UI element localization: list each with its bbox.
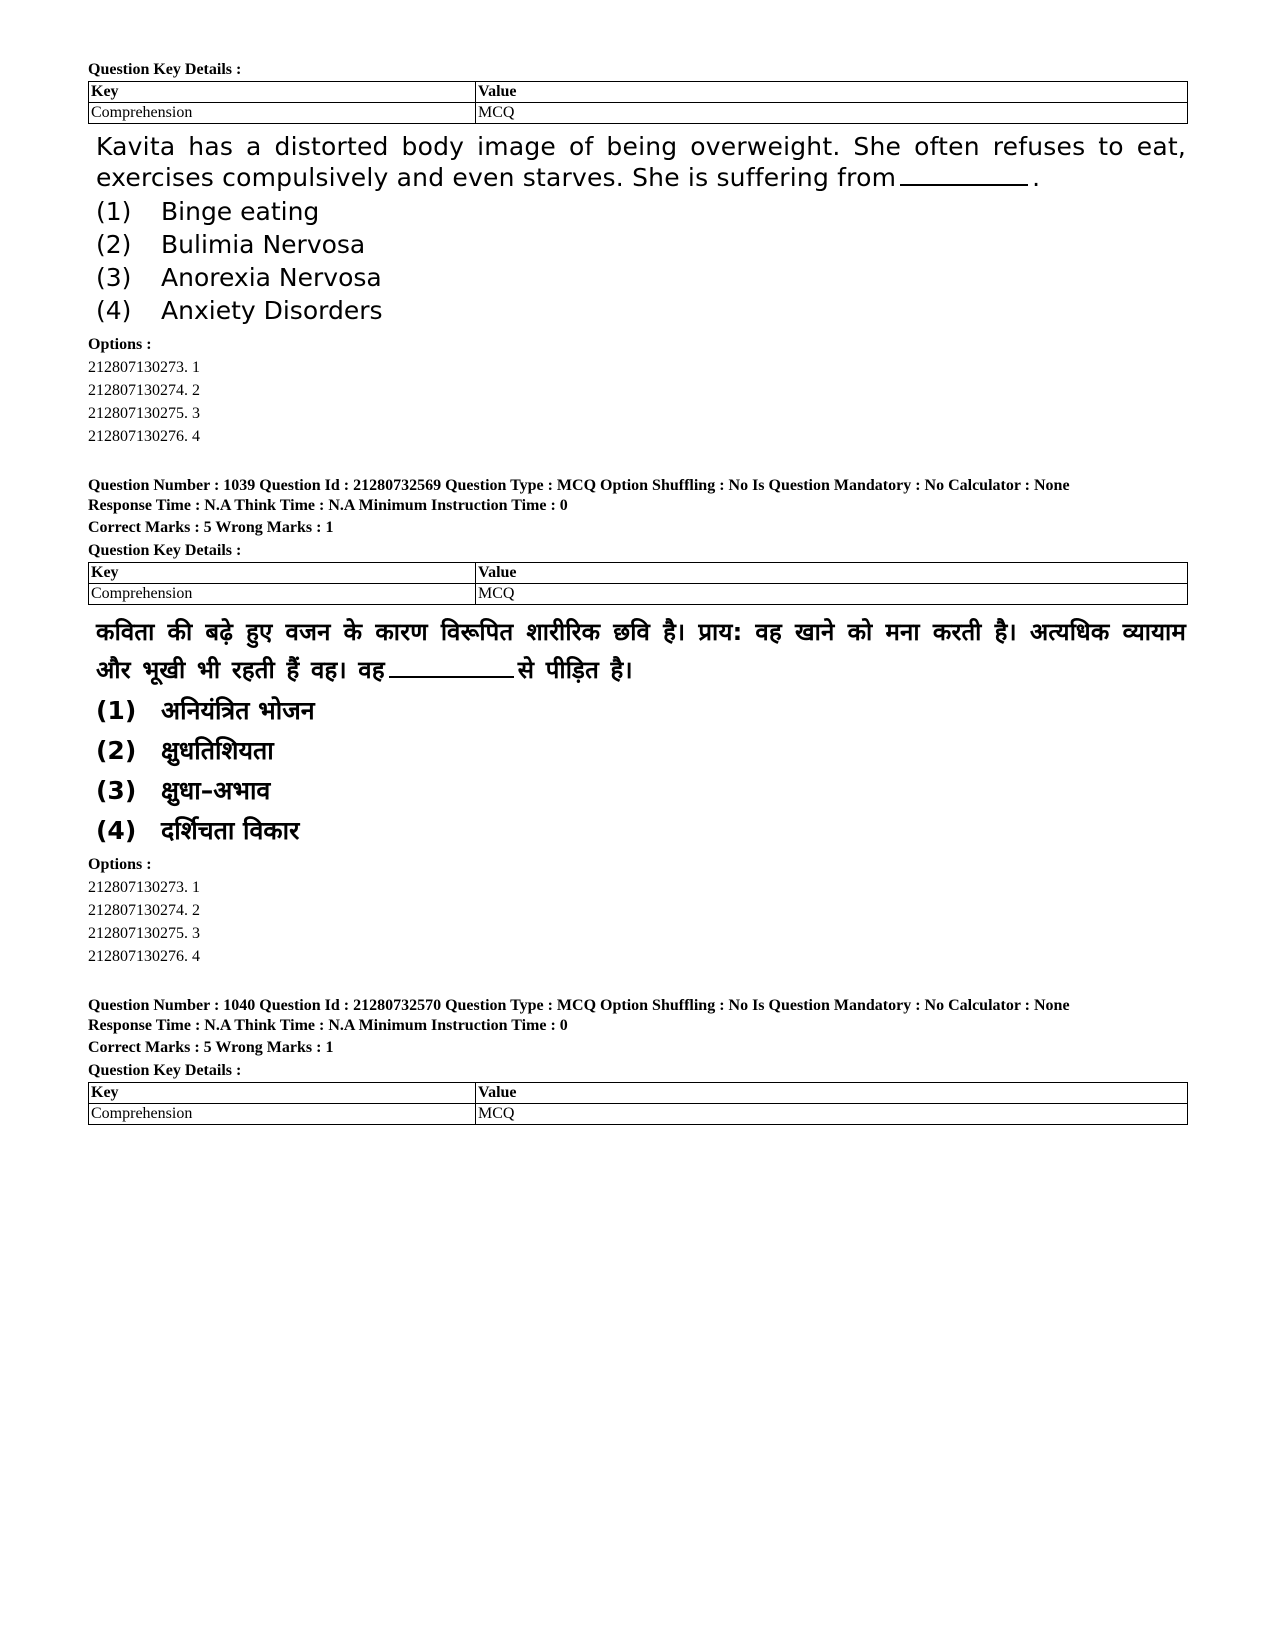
choice-2: (2) क्षुधतिशियता xyxy=(96,736,274,765)
table-header-row xyxy=(89,82,1188,103)
options-list xyxy=(88,876,1188,968)
list-item: 212807130274. 2 xyxy=(88,382,200,399)
question-text-body: Kavita has a distorted body image of being overweight. She often refuses to eat, exercises compulsively and even starves. She is suffering from xyxy=(96,132,1186,192)
marks-line: Correct Marks : 5 Wrong Marks : 1 xyxy=(88,1039,334,1056)
answer-blank xyxy=(900,162,1028,186)
table-header-value: Value xyxy=(476,563,1188,584)
table-row xyxy=(89,103,1188,124)
question-text-hindi xyxy=(96,613,1186,689)
question-block-1038 xyxy=(88,58,1188,448)
list-item: 212807130273. 1 xyxy=(88,359,200,376)
options-label: Options : xyxy=(88,856,152,873)
list-item: 212807130274. 2 xyxy=(88,902,200,919)
answer-choices xyxy=(96,691,1188,851)
key-details-label: Question Key Details : xyxy=(88,542,242,559)
list-item: 212807130273. 1 xyxy=(88,879,200,896)
key-details-label: Question Key Details : xyxy=(88,1062,242,1079)
question-meta-line-1: Question Number : 1040 Question Id : 21280732570 Question Type : MCQ Option Shuffling : No Is Question Mandatory : No Calculator : None xyxy=(88,997,1070,1014)
table-cell-value: MCQ xyxy=(476,1104,1188,1125)
question-text-body: कविता की बढ़े हुए वजन के कारण विरूपित शारीरिक छवि है। प्राय: वह खाने को मना करती है। अत्यधिक व्यायाम और भूखी भी रहती हैं वह। वह xyxy=(96,618,1186,684)
table-cell-key: Comprehension xyxy=(89,1104,476,1125)
table-cell-key: Comprehension xyxy=(89,584,476,605)
table-header-row xyxy=(89,1083,1188,1104)
table-header-value: Value xyxy=(476,1083,1188,1104)
key-details-table xyxy=(88,81,1188,124)
question-meta-line-1: Question Number : 1039 Question Id : 21280732569 Question Type : MCQ Option Shuffling : No Is Question Mandatory : No Calculator : None xyxy=(88,477,1070,494)
table-row xyxy=(89,584,1188,605)
marks-line: Correct Marks : 5 Wrong Marks : 1 xyxy=(88,519,334,536)
table-header-key: Key xyxy=(89,82,476,103)
answer-blank xyxy=(389,654,514,678)
answer-choices xyxy=(96,195,1188,327)
table-cell-key: Comprehension xyxy=(89,103,476,124)
document-page xyxy=(88,58,1188,1125)
question-block-1040 xyxy=(88,996,1188,1125)
options-label: Options : xyxy=(88,336,152,353)
table-row xyxy=(89,1104,1188,1125)
question-meta-line-2: Response Time : N.A Think Time : N.A Minimum Instruction Time : 0 xyxy=(88,497,568,514)
choice-1: (1) अनियंत्रित भोजन xyxy=(96,696,315,725)
question-meta-line-2: Response Time : N.A Think Time : N.A Minimum Instruction Time : 0 xyxy=(88,1017,568,1034)
table-header-value: Value xyxy=(476,82,1188,103)
key-details-label: Question Key Details : xyxy=(88,61,242,78)
choice-4: (4) Anxiety Disorders xyxy=(96,296,383,325)
question-text-end: . xyxy=(1032,163,1041,192)
choice-3: (3) क्षुधा–अभाव xyxy=(96,776,271,805)
choice-2: (2) Bulimia Nervosa xyxy=(96,230,366,259)
question-text-end: से पीड़ित है। xyxy=(517,656,633,684)
list-item: 212807130276. 4 xyxy=(88,948,200,965)
choice-1: (1) Binge eating xyxy=(96,197,320,226)
table-header-key: Key xyxy=(89,1083,476,1104)
choice-3: (3) Anorexia Nervosa xyxy=(96,263,382,292)
table-cell-value: MCQ xyxy=(476,103,1188,124)
list-item: 212807130275. 3 xyxy=(88,405,200,422)
choice-4: (4) दर्शिचता विकार xyxy=(96,816,300,845)
question-block-1039 xyxy=(88,476,1188,968)
table-header-row xyxy=(89,563,1188,584)
table-header-key: Key xyxy=(89,563,476,584)
options-list xyxy=(88,356,1188,448)
key-details-table xyxy=(88,562,1188,605)
key-details-table xyxy=(88,1082,1188,1125)
question-text xyxy=(96,132,1186,193)
list-item: 212807130275. 3 xyxy=(88,925,200,942)
table-cell-value: MCQ xyxy=(476,584,1188,605)
list-item: 212807130276. 4 xyxy=(88,428,200,445)
